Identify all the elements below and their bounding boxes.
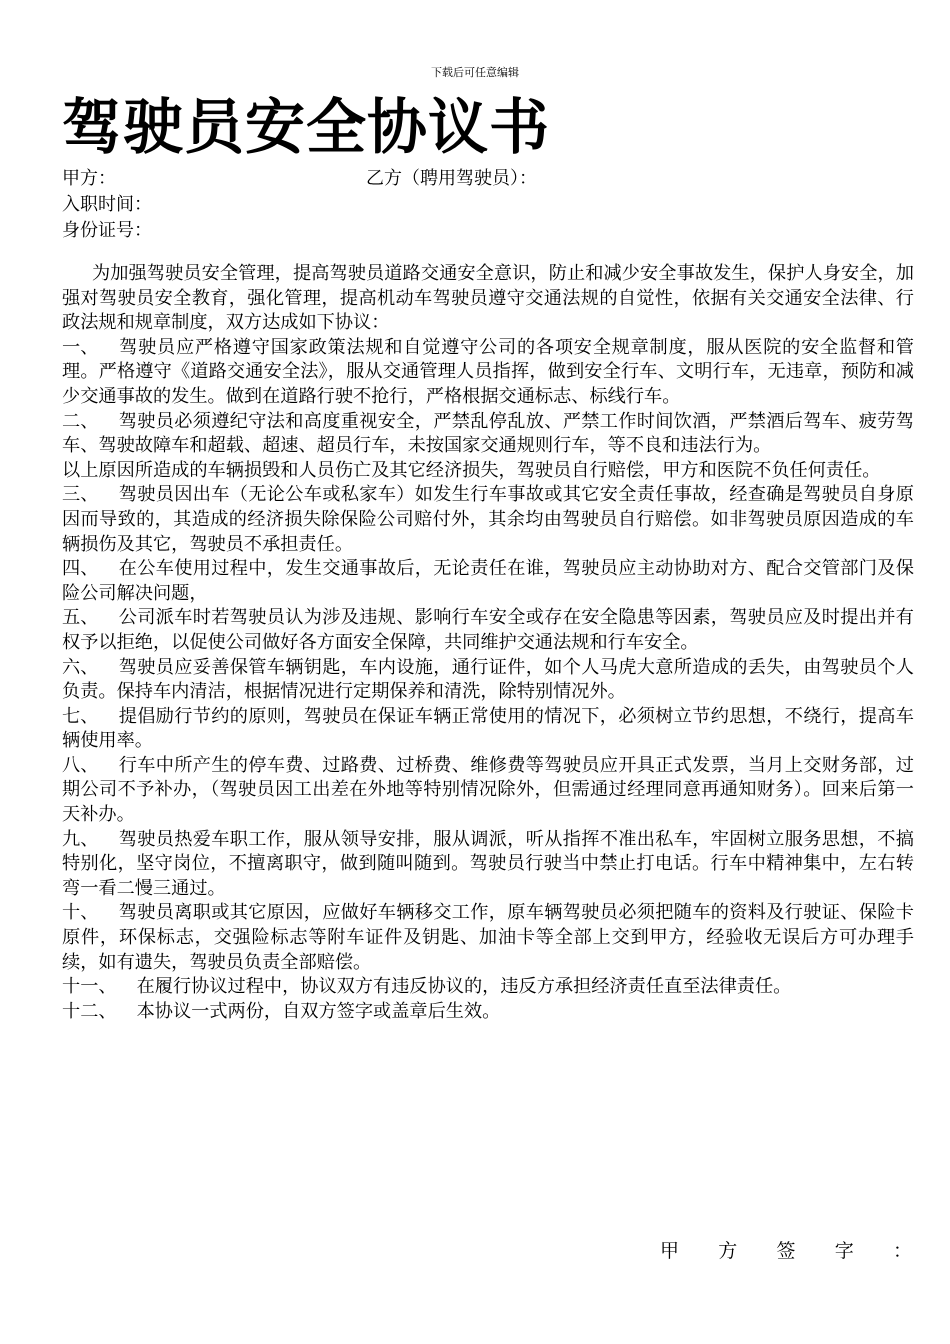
clause-number: 四、 [62,558,99,580]
intro-paragraph: 为加强驾驶员安全管理，提高驾驶员道路交通安全意识，防止和减少安全事故发生，保护人身安全，加强对驾驶员安全教育，强化管理，提高机动车驾驶员遵守交通法规的自觉性，依据有关交通安全法律、行政法规和规章制度，双方达成如下协议： [62,263,914,334]
agreement-body [62,262,914,1024]
id-number-label: 身份证号： [62,220,152,241]
signature-char: 方 [718,1240,738,1262]
clause-text: 驾驶员离职或其它原因，应做好车辆移交工作，原车辆驾驶员必须把随车的资料及行驶证、保险卡原件，环保标志，交强险标志等附车证件及钥匙、加油卡等全部上交到甲方，经验收无误后方可办理手续，如有遗失，驾驶员负责全部赔偿。 [62,902,914,973]
clause-text: 驾驶员因出车（无论公车或私家车）如发生行车事故或其它安全责任事故，经查确是驾驶员自身原因而导致的，其造成的经济损失除保险公司赔付外，其余均由驾驶员自行赔偿。如非驾驶员原因造成的车辆损伤及其它，驾驶员不承担责任。 [62,484,914,555]
signature-char: 字 [834,1240,854,1262]
clause-text: 在公车使用过程中，发生交通事故后，无论责任在谁，驾驶员应主动协助对方、配合交管部门及保险公司解决问题， [62,558,914,604]
clause-9 [62,828,914,902]
clause-number: 八、 [62,754,99,776]
clause-text: 以上原因所造成的车辆损毁和人员伤亡及其它经济损失，驾驶员自行赔偿，甲方和医院不负任何责任。 [62,459,881,481]
clause-text: 驾驶员热爱车职工作，服从领导安排，服从调派，听从指挥不准出私车，牢固树立服务思想，不搞特别化，坚守岗位，不擅离职守，做到随叫随到。驾驶员行驶当中禁止打电话。行车中精神集中，左右转弯一看二慢三通过。 [62,828,914,899]
clause-text: 本协议一式两份，自双方签字或盖章后生效。 [136,1000,501,1022]
party-a-label: 甲方： [62,168,116,189]
clause-number: 六、 [62,656,99,678]
clause-number: 七、 [62,705,99,727]
liability-note [62,459,914,484]
clause-1 [62,336,914,410]
clause-text: 驾驶员必须遵纪守法和高度重视安全，严禁乱停乱放、严禁工作时间饮酒，严禁酒后驾车、疲劳驾车、驾驶故障车和超载、超速、超员行车，未按国家交通规则行车，等不良和违法行为。 [62,410,914,457]
clause-number: 五、 [62,607,99,629]
entry-time-label: 入职时间： [62,194,152,215]
clause-text: 驾驶员应妥善保管车辆钥匙，车内设施，通行证件，如个人马虎大意所造成的丢失，由驾驶员个人负责。保持车内清洁，根据情况进行定期保养和清洗，除特别情况外。 [62,656,914,703]
clause-11 [62,975,914,1000]
clause-text: 驾驶员应严格遵守国家政策法规和自觉遵守公司的各项安全规章制度，服从医院的安全监督和管理。严格遵守《道路交通安全法》，服从交通管理人员指挥，做到安全行车、文明行车，无违章，预防和减少交通事故的发生。做到在道路行驶不抢行，严格根据交通标志、标线行车。 [62,336,914,407]
clause-7 [62,705,914,754]
watermark-text: 下载后可任意编辑 [431,66,519,79]
clause-12 [62,1000,914,1025]
clause-2 [62,410,914,459]
page-title: 驾驶员安全协议书 [62,93,550,163]
clause-number: 三、 [62,484,99,506]
clause-6 [62,656,914,705]
clause-10 [62,901,914,975]
clause-5 [62,606,914,655]
signature-char: ： [892,1240,912,1262]
clause-4 [62,557,914,606]
signature-char: 签 [776,1240,796,1262]
clause-text: 在履行协议过程中，协议双方有违反协议的，违反方承担经济责任直至法律责任。 [136,976,792,998]
party-b-label: 乙方（聘用驾驶员）： [366,168,537,189]
signature-char: 甲 [660,1240,680,1262]
clause-text: 公司派车时若驾驶员认为涉及违规、影响行车安全或存在安全隐患等因素，驾驶员应及时提出并有权予以拒绝，以促使公司做好各方面安全保障，共同维护交通法规和行车安全。 [62,607,914,653]
clause-number: 一、 [62,336,99,358]
clause-text: 行车中所产生的停车费、过路费、过桥费、维修费等驾驶员应开具正式发票，当月上交财务部，过期公司不予补办，（驾驶员因工出差在外地等特别情况除外，但需通过经理同意再通知财务）。回来后第一天补办。 [62,754,914,826]
clause-number: 十一、 [62,976,117,998]
clause-number: 十二、 [62,1000,117,1022]
clause-text: 提倡励行节约的原则，驾驶员在保证车辆正常使用的情况下，必须树立节约思想，不绕行，提高车辆使用率。 [62,705,914,752]
party-a-signature-label [660,1238,912,1264]
clause-number: 十、 [62,902,99,924]
clause-number: 九、 [62,828,99,850]
clause-8 [62,754,914,828]
clause-number: 二、 [62,410,99,432]
clause-3 [62,483,914,557]
